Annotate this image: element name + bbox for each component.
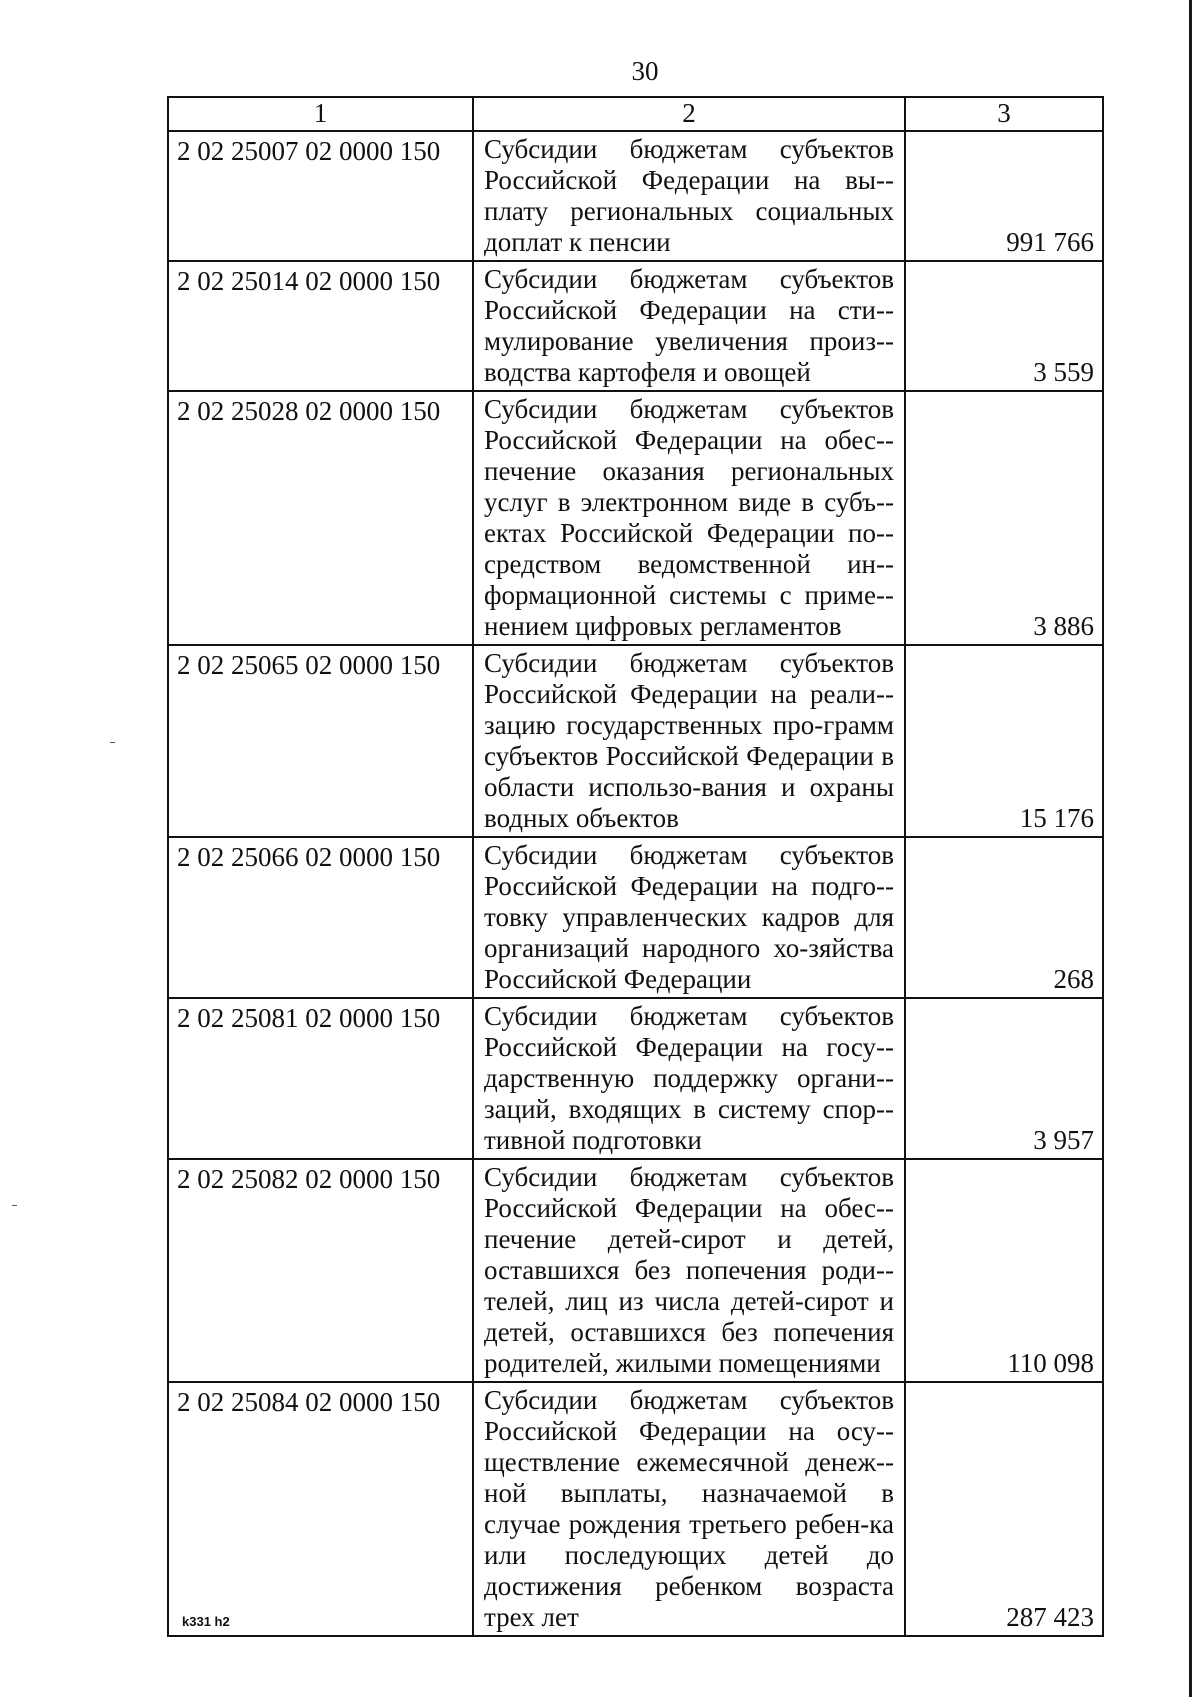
- subsidy-description: Субсидии бюджетам субъектов Российской Федерации на обес-печение детей-сирот и детей, оставшихся без попечения роди-телей, лиц из числа детей-сирот и детей, оставшихся без попечения родителей, жилыми помещениями: [473, 1159, 905, 1382]
- budget-code: 2 02 25065 02 0000 150: [168, 645, 473, 837]
- subsidy-description: Субсидии бюджетам субъектов Российской Федерации на сти-мулирование увеличения произ-водства картофеля и овощей: [473, 261, 905, 391]
- table-row: [168, 261, 1103, 391]
- subsidy-description: Субсидии бюджетам субъектов Российской Федерации на реали-зацию государственных про-грамм субъектов Российской Федерации в области использо-вания и охраны водных объектов: [473, 645, 905, 837]
- subsidy-description: Субсидии бюджетам субъектов Российской Федерации на осу-ществление ежемесячной денеж-ной выплаты, назначаемой в случае рождения третьего ребен-ка или последующих детей до достижения ребенком возраста трех лет: [473, 1382, 905, 1636]
- amount-value: 991 766: [905, 131, 1103, 261]
- column-header-amount: 3: [905, 97, 1103, 131]
- budget-code: 2 02 25014 02 0000 150: [168, 261, 473, 391]
- table-row: [168, 131, 1103, 261]
- subsidy-description: Субсидии бюджетам субъектов Российской Федерации на вы-плату региональных социальных доплат к пенсии: [473, 131, 905, 261]
- amount-value: 268: [905, 837, 1103, 998]
- column-header-description: 2: [473, 97, 905, 131]
- budget-code: 2 02 25082 02 0000 150: [168, 1159, 473, 1382]
- column-header-code: 1: [168, 97, 473, 131]
- budget-code: 2 02 25007 02 0000 150: [168, 131, 473, 261]
- amount-value: 3 886: [905, 391, 1103, 645]
- table-row: [168, 645, 1103, 837]
- subsidy-description: Субсидии бюджетам субъектов Российской Федерации на подго-товку управленческих кадров для организаций народного хо-зяйства Российской Федерации: [473, 837, 905, 998]
- budget-code: 2 02 25081 02 0000 150: [168, 998, 473, 1159]
- budget-code: 2 02 25028 02 0000 150: [168, 391, 473, 645]
- amount-value: 15 176: [905, 645, 1103, 837]
- table-row: [168, 1159, 1103, 1382]
- amount-value: 3 957: [905, 998, 1103, 1159]
- amount-value: 110 098: [905, 1159, 1103, 1382]
- table-row: [168, 837, 1103, 998]
- scan-edge: [1189, 0, 1192, 1697]
- table-header-row: [168, 97, 1103, 131]
- page-number: 30: [631, 56, 659, 86]
- footer-document-code: k331 h2: [182, 1614, 230, 1629]
- budget-code: 2 02 25066 02 0000 150: [168, 837, 473, 998]
- subsidy-description: Субсидии бюджетам субъектов Российской Федерации на госу-дарственную поддержку органи-заций, входящих в систему спор-тивной подготовки: [473, 998, 905, 1159]
- table-row: [168, 998, 1103, 1159]
- subsidy-description: Субсидии бюджетам субъектов Российской Федерации на обес-печение оказания региональных услуг в электронном виде в субъ-ектах Российской Федерации по-средством ведомственной ин-формационной системы с приме-нением цифровых регламентов: [473, 391, 905, 645]
- budget-table: [167, 96, 1104, 1637]
- table-row: [168, 391, 1103, 645]
- amount-value: 287 423: [905, 1382, 1103, 1636]
- scan-speck: [110, 742, 115, 743]
- scan-speck: [12, 1205, 17, 1206]
- amount-value: 3 559: [905, 261, 1103, 391]
- budget-code: 2 02 25084 02 0000 150: [168, 1382, 473, 1636]
- table-row: [168, 1382, 1103, 1636]
